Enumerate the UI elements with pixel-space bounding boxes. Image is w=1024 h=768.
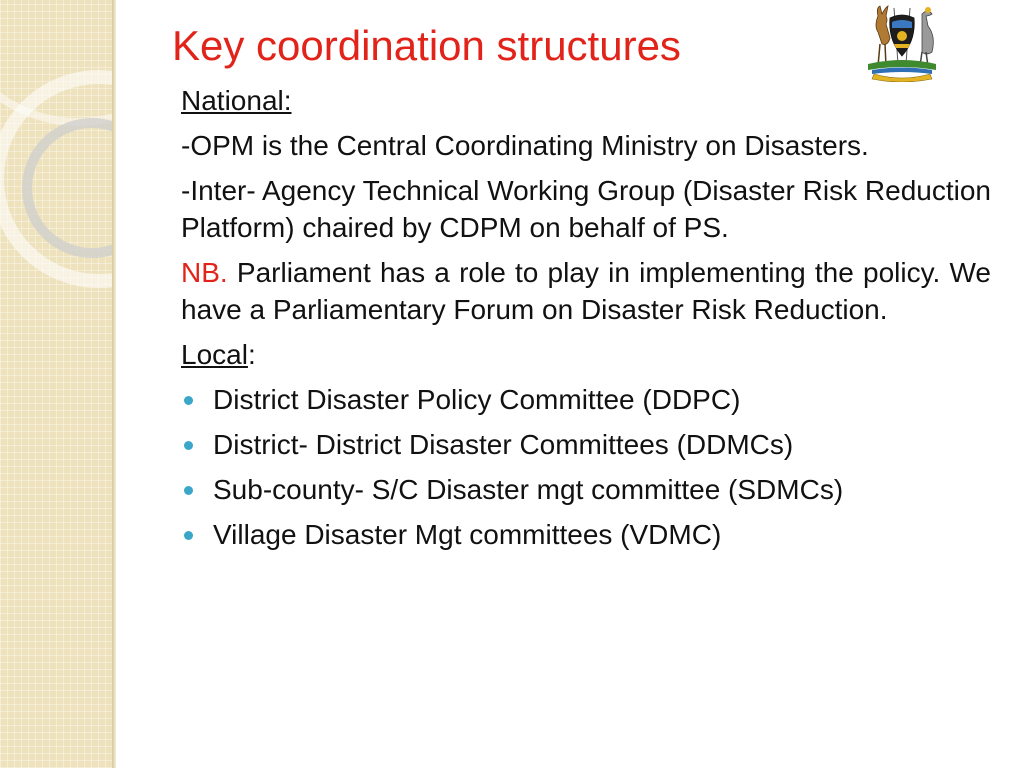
local-bullet-list bbox=[181, 381, 991, 553]
national-heading bbox=[181, 82, 991, 119]
slide-title: Key coordination structures bbox=[172, 22, 681, 69]
list-item bbox=[181, 426, 991, 463]
parliament-note bbox=[181, 254, 991, 328]
coat-of-arms-icon bbox=[858, 4, 946, 82]
national-item: -OPM is the Central Coordinating Ministry on Disasters. bbox=[181, 130, 869, 161]
local-heading bbox=[181, 336, 991, 373]
decorative-side-strip bbox=[0, 0, 112, 768]
list-item bbox=[181, 381, 991, 418]
national-item: -Inter- Agency Technical Working Group (Disaster Risk Reduction Platform) chaired by CDPM on behalf of PS. bbox=[181, 175, 991, 243]
list-item-text: District- District Disaster Committees (DDMCs) bbox=[213, 429, 794, 460]
national-heading-text: National: bbox=[181, 85, 292, 116]
list-item-text: Village Disaster Mgt committees (VDMC) bbox=[213, 519, 722, 550]
note-text: Parliament has a role to play in implementing the policy. We have a Parliamentary Forum on Disaster Risk Reduction. bbox=[181, 257, 991, 325]
list-item bbox=[181, 471, 991, 508]
bullet-dot-icon bbox=[184, 531, 193, 540]
strip-edge bbox=[112, 0, 116, 768]
bullet-dot-icon bbox=[184, 486, 193, 495]
local-heading-colon: : bbox=[247, 339, 256, 370]
list-item bbox=[181, 516, 991, 553]
bullet-dot-icon bbox=[184, 441, 193, 450]
bullet-dot-icon bbox=[184, 396, 193, 405]
list-item-text: District Disaster Policy Committee (DDPC) bbox=[213, 384, 741, 415]
note-label: NB. bbox=[181, 257, 228, 288]
list-item-text: Sub-county- S/C Disaster mgt committee (SDMCs) bbox=[213, 474, 844, 505]
slide-body bbox=[181, 82, 991, 561]
local-heading-text: Local bbox=[181, 339, 248, 370]
